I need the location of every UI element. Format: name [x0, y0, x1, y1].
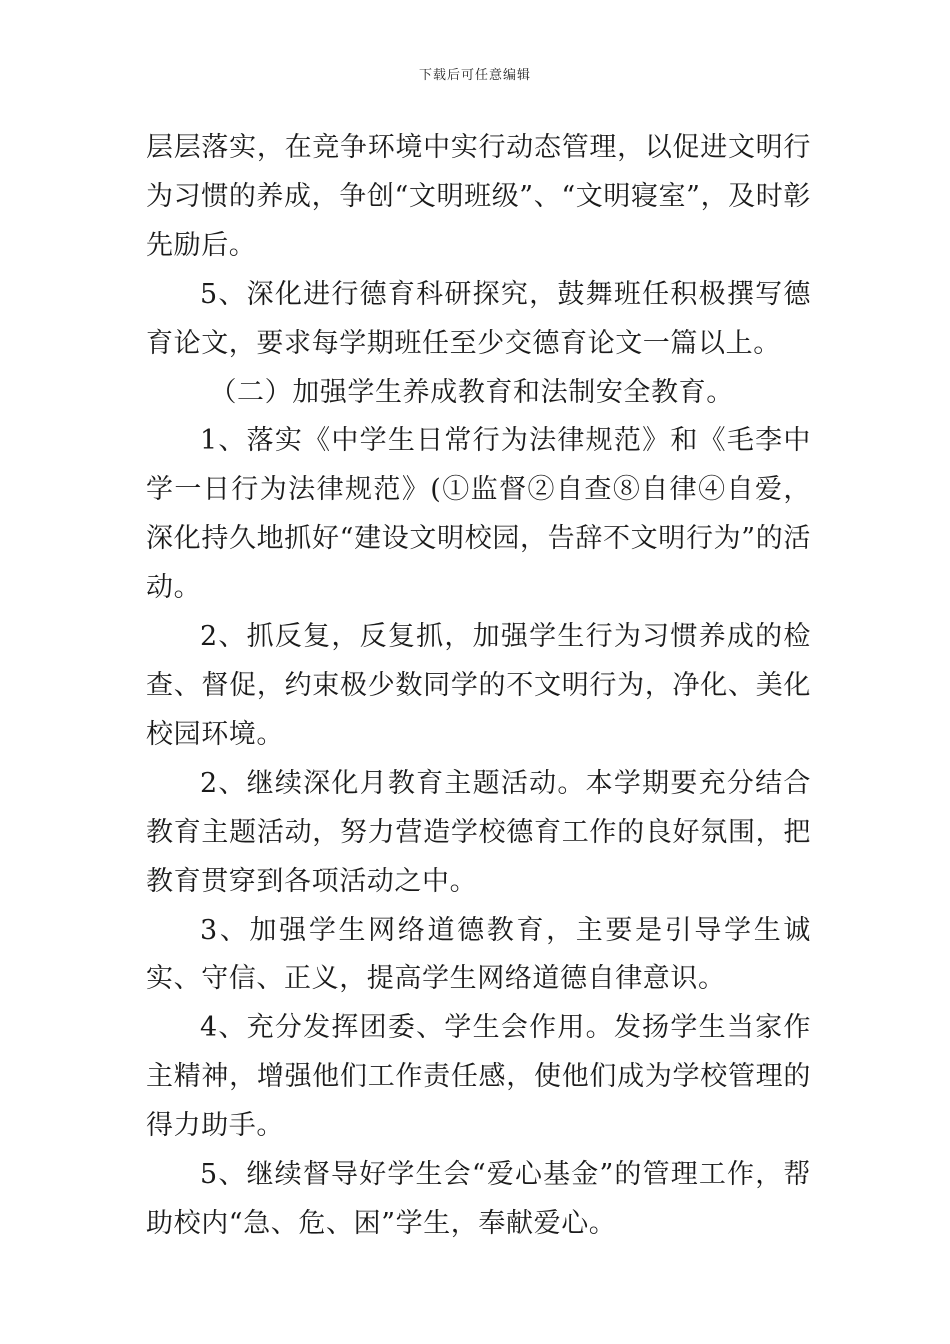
- paragraph-item-1-norms: 1、落实《中学生日常行为法律规范》和《毛李中学一日行为法律规范》(①监督②自查⑧自律④自爱，深化持久地抓好“建设文明校园，告辞不文明行为”的活动。: [146, 425, 811, 604]
- page-header-note: 下载后可任意编辑: [418, 68, 531, 83]
- paragraph-continuation: 层层落实，在竞争环境中实行动态管理，以促进文明行为习惯的养成，争创“文明班级”、“文明寝室”，及时彰先励后。: [146, 132, 811, 261]
- section-heading-2: （二）加强学生养成教育和法制安全教育。: [209, 376, 734, 408]
- paragraph-item-3-network: 3、加强学生网络道德教育，主要是引导学生诚实、守信、正义，提高学生网络道德自律意识。: [146, 914, 811, 995]
- paragraph-item-5-research: 5、深化进行德育科研探究，鼓舞班任积极撰写德育论文，要求每学期班任至少交德育论文一篇以上。: [146, 278, 811, 359]
- paragraph-item-2-habits: 2、抓反复，反复抓，加强学生行为习惯养成的检查、督促，约束极少数同学的不文明行为，净化、美化校园环境。: [146, 621, 811, 750]
- document-body: [146, 124, 811, 1249]
- paragraph-item-5-fund: 5、继续督导好学生会“爱心基金”的管理工作，帮助校内“急、危、困”学生，奉献爱心。: [146, 1159, 811, 1239]
- paragraph-item-2-monthly: 2、继续深化月教育主题活动。本学期要充分结合教育主题活动，努力营造学校德育工作的良好氛围，把教育贯穿到各项活动之中。: [146, 767, 811, 897]
- paragraph-item-4-union: 4、充分发挥团委、学生会作用。发扬学生当家作主精神，增强他们工作责任感，使他们成为学校管理的得力助手。: [146, 1012, 811, 1142]
